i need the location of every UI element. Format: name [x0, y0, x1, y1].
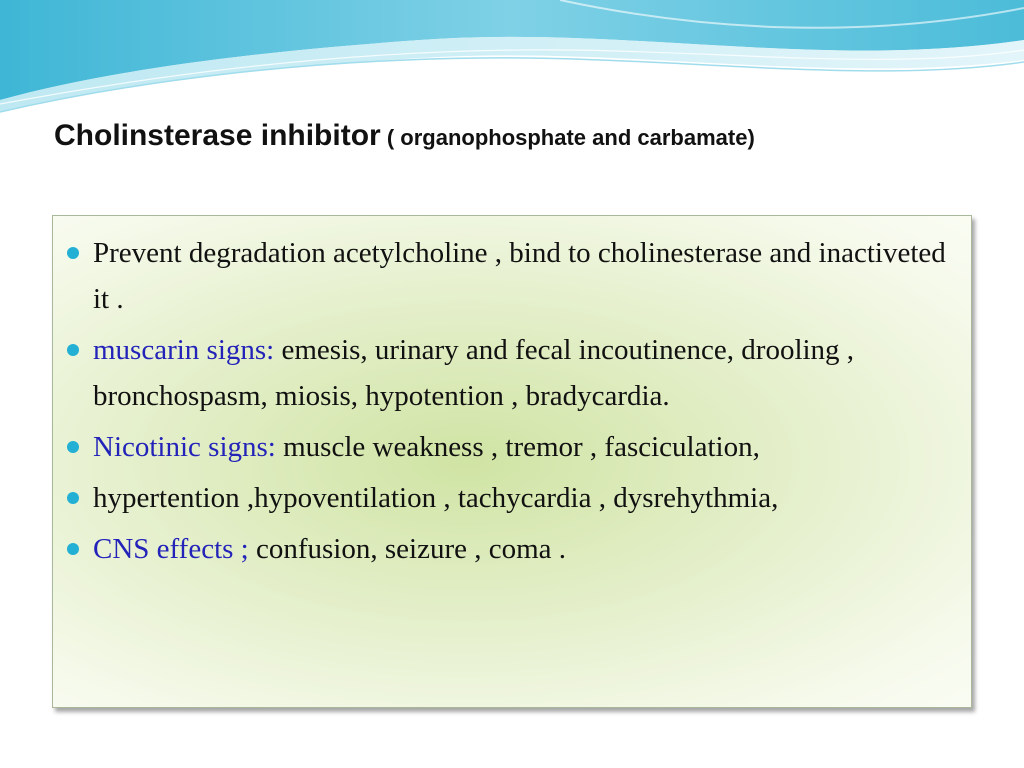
bullet-item	[93, 424, 959, 470]
bullet-text: hypertention ,hypoventilation , tachycardia , dysrehythmia,	[93, 482, 779, 514]
bullet-text: Prevent degradation acetylcholine , bind to cholinesterase and inactiveted it .	[93, 237, 946, 315]
bullet-item	[93, 327, 959, 419]
header-wave-decoration	[0, 0, 1024, 120]
bullet-item	[93, 475, 959, 521]
slide-title	[54, 116, 755, 153]
bullet-list	[53, 216, 971, 572]
bullet-highlight: Nicotinic signs:	[93, 431, 284, 463]
bullet-highlight: muscarin signs:	[93, 334, 282, 366]
bullet-item	[93, 526, 959, 572]
bullet-item	[93, 230, 959, 322]
content-box	[52, 215, 972, 708]
bullet-dot-icon	[67, 543, 79, 555]
slide-title-subtitle: ( organophosphate and carbamate)	[380, 125, 755, 150]
bullet-dot-icon	[67, 344, 79, 356]
bullet-text: muscle weakness , tremor , fasciculation,	[283, 431, 760, 463]
bullet-highlight: CNS effects ;	[93, 533, 256, 565]
bullet-text: emesis, urinary and fecal incoutinence, drooling , bronchospasm, miosis, hypotention , bradycardia.	[93, 334, 855, 412]
bullet-dot-icon	[67, 492, 79, 504]
bullet-dot-icon	[67, 247, 79, 259]
bullet-dot-icon	[67, 441, 79, 453]
slide-title-main: Cholinsterase inhibitor	[54, 119, 381, 152]
bullet-text: confusion, seizure , coma .	[255, 533, 567, 565]
